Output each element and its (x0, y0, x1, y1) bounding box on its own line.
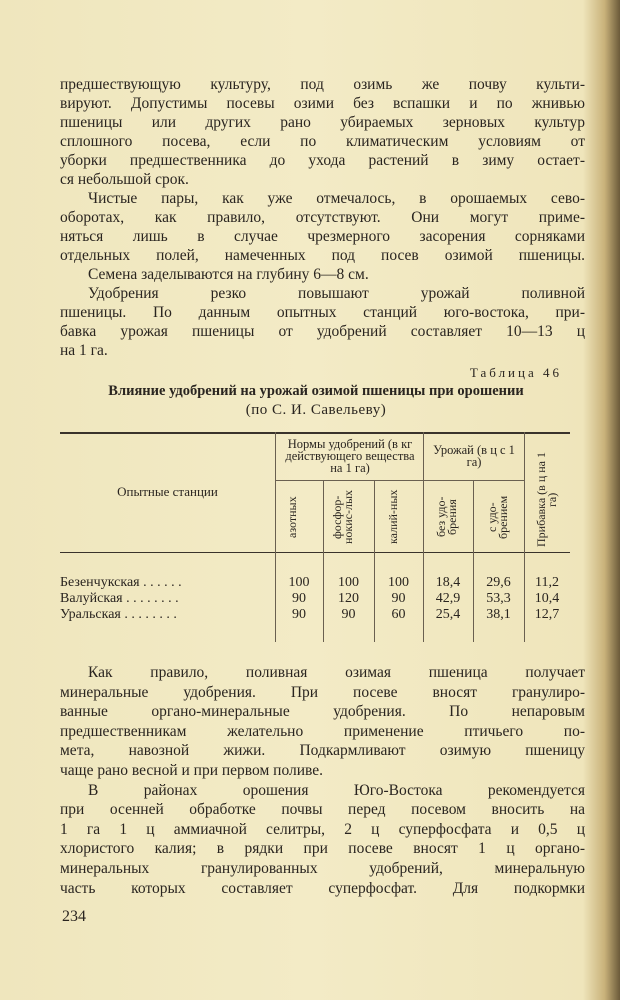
station-name: Безенчукская . . . . . . (60, 575, 182, 590)
table-cell: 25,4 (435, 607, 461, 622)
text-line: сплошного посева, если по климатическим условиям от (60, 133, 585, 150)
table-cell: 42,9 (435, 591, 461, 606)
text-line: оборотах, как правило, отсутствуют. Они могут приме- (60, 209, 585, 226)
header-potassium: калий-ных (386, 489, 400, 545)
table-title: Влияние удобрений на урожай озимой пшеницы при орошении (108, 383, 524, 399)
text-line: Семена заделываются на глубину 6—8 см. (88, 266, 369, 283)
table-cell: 18,4 (435, 575, 461, 590)
header-phosphorus: фосфор-нокис-лых (330, 489, 355, 545)
text-line: уборки предшественника до ухода растений в зиму остает- (60, 152, 585, 169)
text-line: на 1 га. (60, 342, 108, 359)
table-subtitle: (по С. И. Савельеву) (245, 402, 387, 418)
text-line: пшеницы. По данным опытных станций юго-востока, при- (60, 304, 585, 321)
header-with-fert: с удо-брением (485, 495, 510, 539)
text-line: минеральных гранулированных удобрений, минеральную (60, 860, 585, 877)
text-line: няться лишь в случае чрезмерного засорения сорняками (60, 228, 585, 245)
group-rule (275, 480, 423, 481)
header-norms: Нормы удобрений (в кг действующего вещества на 1 га) (285, 437, 415, 475)
text-line: Удобрения резко повышают урожай поливной (88, 285, 585, 302)
header-yield: Урожай (в ц с 1 га) (433, 443, 515, 469)
table-cell: 29,6 (486, 575, 511, 590)
table-cell: 120 (338, 591, 359, 606)
text-line: вируют. Допустимы посевы озими без вспашки и по жнивью (60, 95, 585, 112)
text-line: В районах орошения Юго-Востока рекомендуется (88, 781, 585, 799)
text-line: ся небольшой срок. (60, 171, 189, 188)
text-line: отдельных полей, намеченных под посев озимой пшеницы. (60, 247, 585, 264)
table-cell: 100 (338, 575, 359, 590)
text-line: хлористого калия; в рядки при посеве вносят 1 ц органо- (60, 840, 585, 858)
table-cell: 90 (292, 591, 306, 606)
table-cell: 90 (391, 591, 406, 606)
text-line: бавка урожая пшеницы от удобрений составляет 10—13 ц (60, 323, 585, 340)
table-label: Таблица 46 (469, 365, 562, 380)
table-cell: 90 (292, 607, 306, 622)
station-name: Уральская . . . . . . . . (60, 607, 177, 622)
text-line: предшественникам желательно применение птичьего по- (60, 722, 585, 740)
text-line: минеральные удобрения. При посеве вносят гранулиро- (60, 683, 585, 701)
table-cell: 10,4 (534, 591, 560, 606)
station-name: Валуйская . . . . . . . . (60, 591, 179, 606)
table-cell: 53,3 (486, 591, 511, 606)
data-table (60, 432, 570, 642)
text-line: Чистые пары, как уже отмечалось, в орошаемых сево- (88, 190, 585, 207)
table-cell: 90 (341, 607, 356, 622)
text-line: пшеницы или других рано убираемых зерновых культур (60, 114, 585, 131)
text-line: ванные органо-минеральные удобрения. По непаровым (60, 703, 585, 721)
text-line: чаще рано весной и при первом поливе. (60, 762, 324, 779)
text-line: предшествующую культуру, под озимь же почву культи- (60, 76, 585, 93)
page-number: 234 (62, 908, 86, 925)
header-no-fert: без удо-брения (434, 496, 459, 538)
table-cell: 100 (388, 575, 409, 590)
header-station: Опытные станции (117, 484, 218, 499)
table-cell: 60 (391, 607, 406, 622)
table-cell: 100 (288, 575, 310, 590)
table-cell: 38,1 (486, 607, 511, 622)
header-nitrogen: азотных (285, 496, 299, 538)
table-top-rule (60, 432, 570, 434)
table-cell: 12,7 (534, 607, 560, 622)
header-increase: Прибавка (в ц на 1 га) (534, 452, 559, 548)
header-rule (60, 552, 570, 553)
text-line: Как правило, поливная озимая пшеница получает (88, 664, 585, 681)
text-line: мета, навозной жижи. Подкармливают озимую пшеницу (60, 742, 585, 760)
table-cell: 11,2 (535, 575, 559, 590)
text-line: при осенней обработке почвы перед посевом вносить на (60, 801, 585, 819)
text-line: 1 га 1 ц аммиачной селитры, 2 ц суперфосфата и 0,5 ц (60, 820, 585, 838)
text-line: часть которых составляет суперфосфат. Для подкормки (60, 879, 585, 897)
